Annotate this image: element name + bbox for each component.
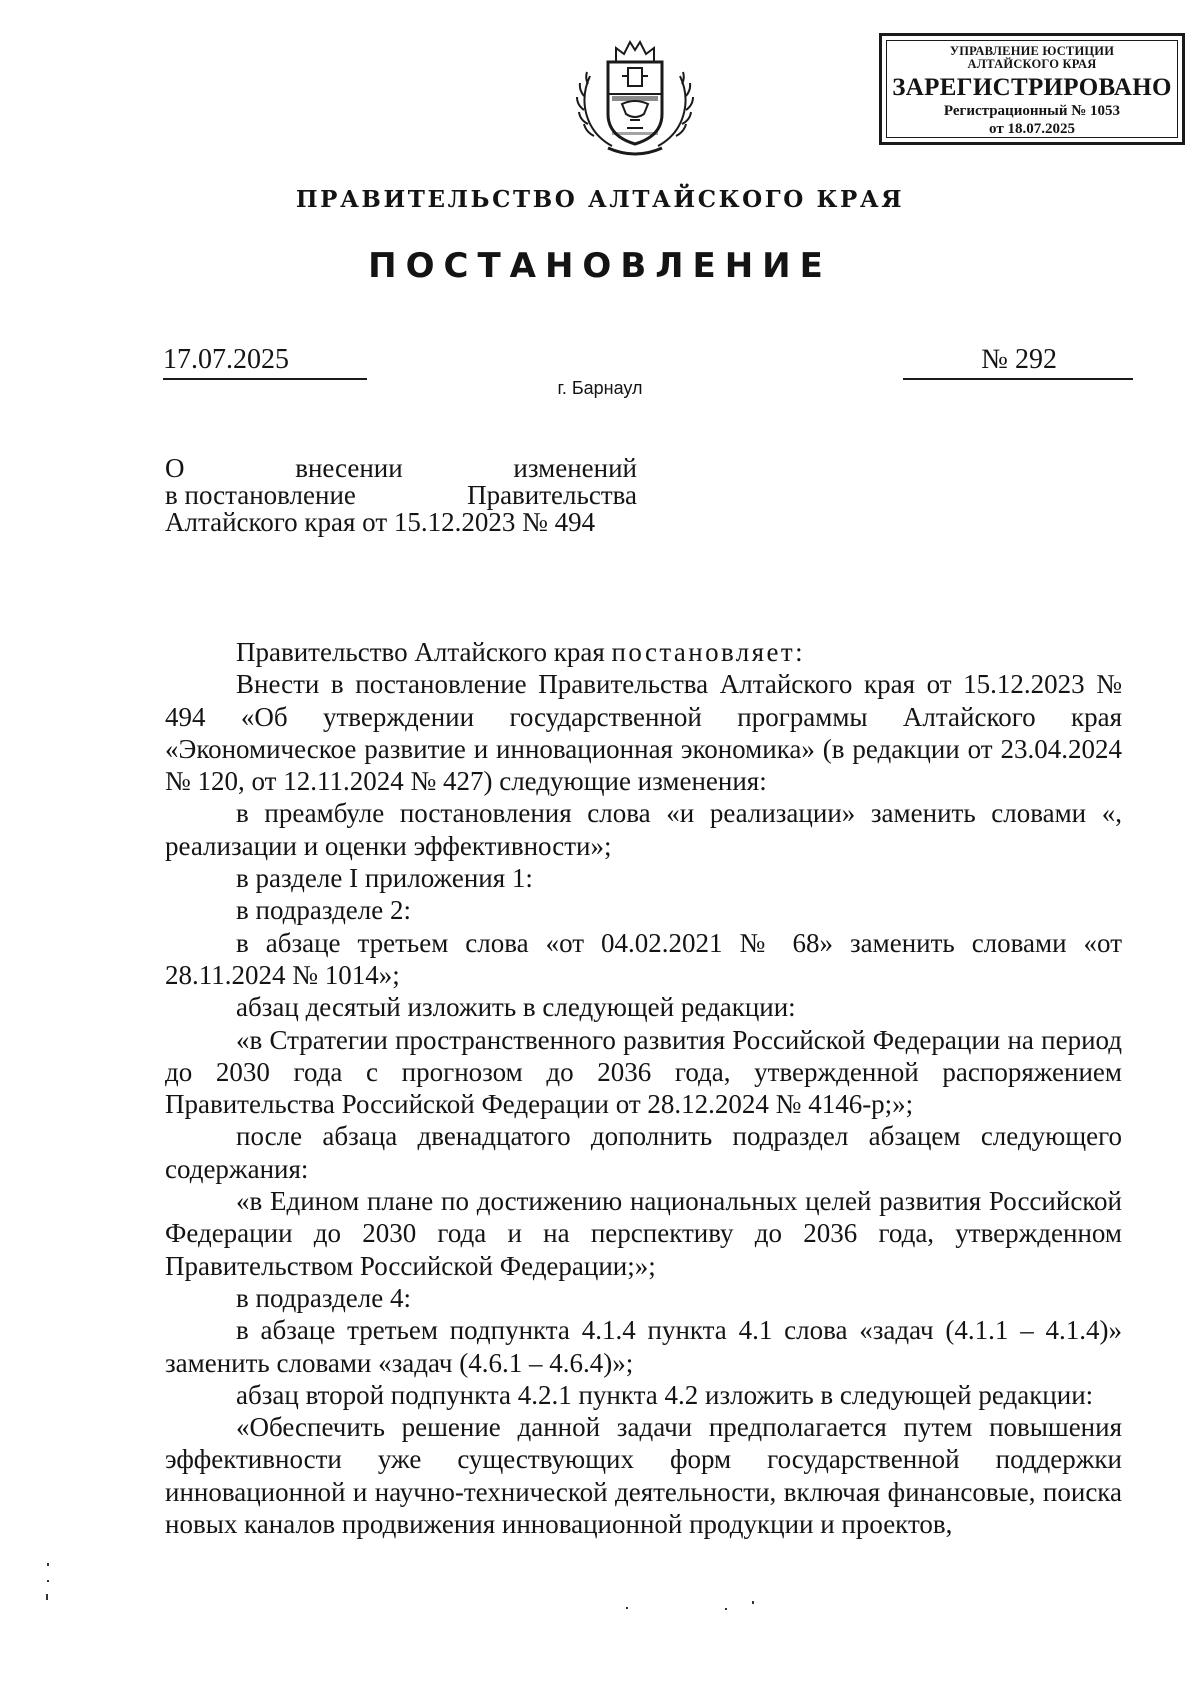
scan-speck	[626, 1607, 628, 1609]
body-paragraph: в преамбуле постановления слова «и реализации» заменить словами «, реализации и оценки эффективности»;	[165, 798, 1122, 861]
document-date: 17.07.2025	[163, 344, 367, 380]
subject-line-3: Алтайского края от 15.12.2023 № 494	[165, 507, 596, 537]
document-body	[165, 636, 1122, 1540]
subject-word: О	[165, 453, 185, 483]
body-paragraph: после абзаца двенадцатого дополнить подраздел абзацем следующего содержания:	[165, 1121, 1122, 1184]
stamp-reg-date: от 18.07.2025	[989, 121, 1075, 137]
document-subject	[165, 455, 637, 536]
intro-colon: :	[795, 637, 803, 667]
stamp-reg-number: Регистрационный № 1053	[943, 103, 1121, 119]
body-paragraph: в подразделе 4:	[236, 1282, 411, 1313]
body-paragraph: Внести в постановление Правительства Алтайского края от 15.12.2023 № 494 «Об утверждении государственной программы Алтайского края «Экономическое развитие и инновационная экономика» (в редакции от 23.04.2024 № 120, от 12.11.2024 № 427) следующие изменения:	[165, 669, 1122, 797]
stamp-org-line1: УПРАВЛЕНИЕ ЮСТИЦИИ	[949, 44, 1115, 58]
body-paragraph: «Обеспечить решение данной задачи предполагается путем повышения эффективности уже существующих форм государственной поддержки инновационной и научно-технической деятельности, включая финансовые, поиска новых каналов продвижения инновационной продукции и проектов,	[165, 1412, 1122, 1540]
scan-speck	[47, 1563, 49, 1566]
body-paragraph: в абзаце третьем подпункта 4.1.4 пункта 4.1 слова «задач (4.1.1 – 4.1.4)» заменить словами «задач (4.6.1 – 4.6.4)»;	[165, 1315, 1122, 1378]
stamp-org-line2: АЛТАЙСКОГО КРАЯ	[967, 57, 1097, 71]
intro-text: Правительство Алтайского края	[236, 637, 612, 667]
body-intro	[165, 636, 1122, 668]
body-paragraph: абзац второй подпункта 4.2.1 пункта 4.2 изложить в следующей редакции:	[236, 1379, 1094, 1410]
government-title: ПРАВИТЕЛЬСТВО АЛТАЙСКОГО КРАЯ	[295, 186, 905, 213]
stamp-status: ЗАРЕГИСТРИРОВАНО	[892, 74, 1172, 101]
scan-speck	[752, 1601, 754, 1604]
coat-of-arms-icon	[572, 36, 698, 164]
document-number: № 292	[903, 344, 1133, 380]
registration-stamp	[879, 33, 1185, 145]
subject-word: изменений	[513, 453, 637, 483]
body-paragraph: в разделе I приложения 1:	[236, 863, 533, 894]
body-paragraph: абзац десятый изложить в следующей редакции:	[236, 992, 796, 1023]
body-paragraph: в подразделе 2:	[236, 895, 411, 926]
subject-word: внесении	[295, 453, 403, 483]
document-type: ПОСТАНОВЛЕНИЕ	[368, 246, 832, 286]
intro-spaced-verb: постановляет	[611, 637, 796, 667]
subject-line-1	[165, 455, 637, 482]
scan-speck	[47, 1580, 49, 1582]
city-label: г. Барнаул	[557, 378, 643, 398]
body-paragraph: «в Стратегии пространственного развития Российской Федерации на период до 2030 года с прогнозом до 2036 года, утвержденной распоряжением Правительства Российской Федерации от 28.12.2024 № 4146-р;»;	[165, 1024, 1122, 1120]
subject-line-2	[165, 482, 637, 509]
subject-word: в постановление	[165, 480, 356, 510]
subject-word: Правительства	[467, 480, 637, 510]
scan-speck	[725, 1608, 727, 1610]
body-paragraph: в абзаце третьем слова «от 04.02.2021 № 68» заменить словами «от 28.11.2024 № 1014»;	[165, 927, 1122, 990]
scan-speck	[46, 1594, 48, 1600]
body-paragraph: «в Едином плане по достижению национальных целей развития Российской Федерации до 2030 года и на перспективу до 2036 года, утвержденном Правительством Российской Федерации;»;	[165, 1186, 1122, 1281]
